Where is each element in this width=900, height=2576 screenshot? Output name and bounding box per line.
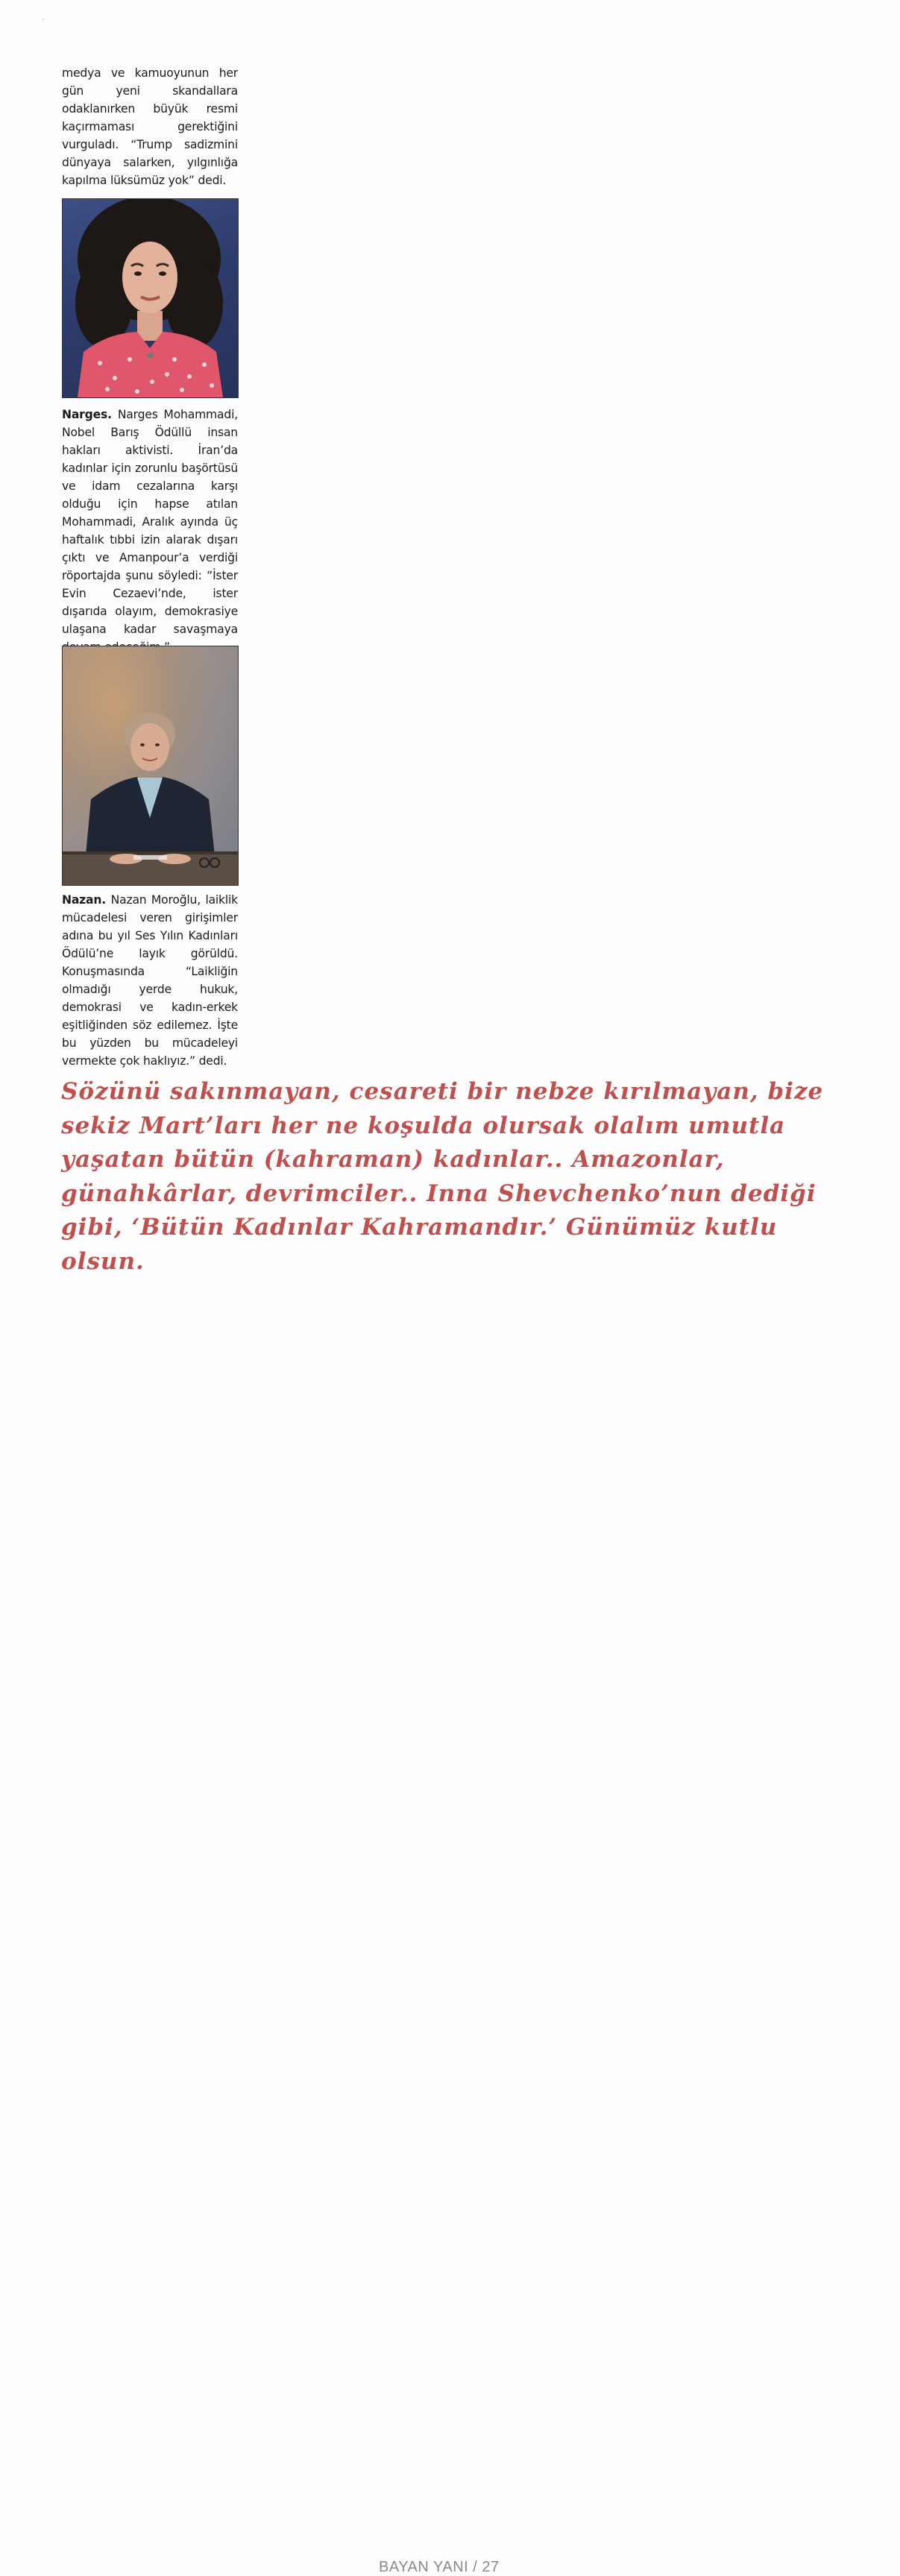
face-shape (122, 242, 177, 313)
closing-quote: Sözünü sakınmayan, cesareti bir nebze kırılmayan, bize sekiz Mart’ları her ne koşulda olursak olalım umutla yaşatan bütün (kahraman) kadınlar.. Amazonlar, günahkârlar, devrimciler.. Inna Shevchenko’nun dediği gibi, ‘Bütün Kadınlar Kahramandır.’ Günümüz kutlu olsun. (61, 1078, 824, 1275)
face-shape (130, 723, 169, 771)
paper-shape (133, 855, 167, 860)
nazan-caption-text: Nazan Moroğlu, laiklik mücadelesi veren girişimler adına bu yıl Ses Yılın Kadınları Ödülü’ne layık görüldü. Konuşmasında “Laikliğin olmadığı yerde hukuk, demokrasi ve kadın-erkek eşitliğinden söz edilemez. İşte bu yüzden bu mücadeleyi vermekte çok haklıyız.” dedi. (62, 893, 238, 1068)
footer-area (0, 1293, 900, 2575)
narges-caption (62, 406, 238, 656)
nazan-caption (62, 891, 238, 1070)
narges-caption-text: Narges Mohammadi, Nobel Barış Ödüllü insan hakları aktivisti. İran’da kadınlar için zorunlu başörtüsü ve idam cezalarına karşı olduğu için hapse atılan Mohammadi, Aralık ayında üç haftalık tıbbi izin alarak dışarı çıktı ve Amanpour’a verdiği röportajda şunu söyledi: “İster Evin Cezaevi’nde, ister dışarıda olayım, demokrasiye ulaşana kadar savaşmaya (62, 408, 238, 636)
article-paragraph-intro (62, 64, 238, 189)
nazan-photo (62, 646, 239, 886)
scan-dot (43, 19, 44, 20)
nazan-portrait-illustration (63, 646, 238, 885)
page-number: BAYAN YANI / 27 (379, 2559, 500, 2575)
eye-left (134, 271, 142, 276)
eye-right (159, 271, 166, 276)
neck-shape (137, 311, 163, 341)
narges-photo (62, 198, 239, 398)
eye-right (155, 743, 160, 746)
eye-left (140, 743, 145, 746)
intro-text: medya ve kamuoyunun her gün yeni skandallara odaklanırken büyük resmi kaçırmaması gerektiğini vurguladı. “Trump sadizmini dünyaya salarken, yılgınlığa kapılma lüksümüz yok” dedi. (62, 66, 238, 187)
necklace-pendant (147, 353, 153, 359)
narges-portrait-illustration (63, 199, 238, 397)
narges-caption-name: Narges. (62, 408, 112, 421)
nazan-caption-name: Nazan. (62, 893, 106, 907)
